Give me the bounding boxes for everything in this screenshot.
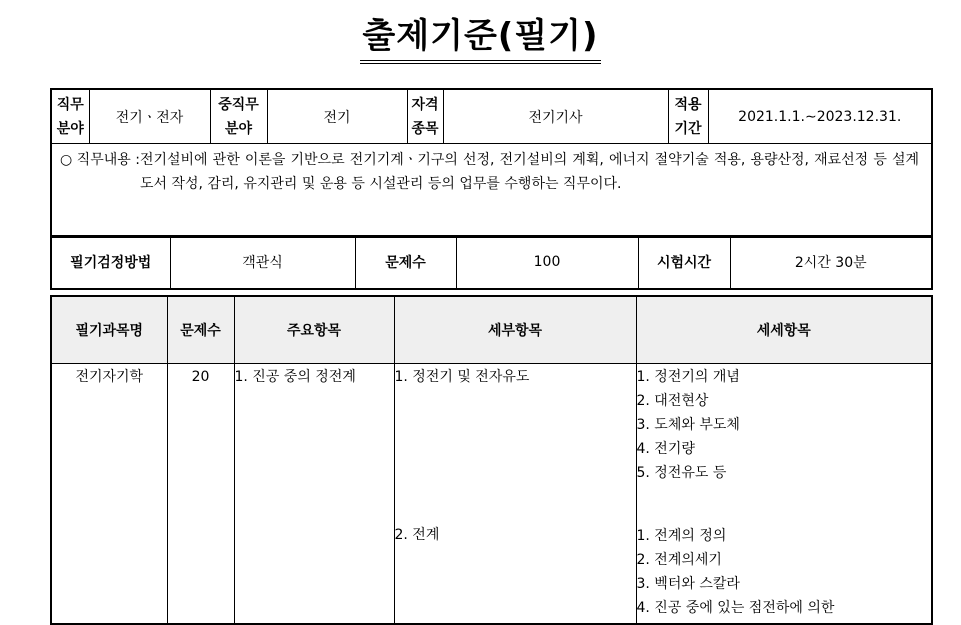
header-count: 문제수 [167,296,234,364]
period-value: 2021.1.1.∼2023.12.31. [708,89,932,144]
sub-job-field-value: 전기 [267,89,407,144]
job-field-value: 전기ㆍ전자 [89,89,210,144]
detail-item: 1. 전계의 정의 [636,528,727,544]
exam-time-label: 시험시간 [638,236,730,289]
detail-item: 5. 정전유도 등 [636,465,727,481]
header-subject: 필기과목명 [51,296,167,364]
job-description-text: 전기설비에 관한 이론을 기반으로 전기기계ㆍ기구의 선정, 전기설비의 계획, 에너지 절약기술 적용, 용량산정, 재료선정 등 설계도서 작성, 감리, 유지관리 및 운용 등 시설관리 등의 업무를 수행하는 직무이다. [139,152,919,192]
job-description [51,144,932,238]
detail-items [636,364,932,625]
method-label: 필기검정방법 [51,236,170,289]
question-count-value: 100 [456,236,638,289]
question-count-label: 문제수 [355,236,456,289]
detail-item: 2. 전계의세기 [636,552,722,568]
header-detail-item: 세세항목 [636,296,932,364]
page-title: 출제기준(필기) [0,14,961,64]
subject-table [50,295,933,625]
sub-item: 1. 정전기 및 전자유도 [394,369,530,385]
detail-item: 3. 도체와 부도체 [636,417,740,433]
period-label: 적용 기간 [668,89,708,144]
job-field-label: 직무 분야 [51,89,89,144]
exam-info-table [50,88,933,238]
method-value: 객관식 [170,236,355,289]
qualification-label: 자격 종목 [407,89,443,144]
sub-job-field-label: 중직무 분야 [210,89,267,144]
detail-item: 4. 진공 중에 있는 점전하에 의한 [636,600,835,616]
sub-items [394,364,636,625]
detail-item: 1. 정전기의 개념 [636,369,740,385]
main-item: 1. 진공 중의 정전계 [234,364,394,625]
sub-item: 2. 전계 [394,527,440,543]
job-description-label: ○ 직무내용 : [60,152,140,168]
qualification-value: 전기기사 [443,89,668,144]
detail-item: 2. 대전현상 [636,393,709,409]
exam-time-value: 2시간 30분 [730,236,932,289]
exam-method-table [50,235,933,290]
subject-count: 20 [167,364,234,625]
detail-item: 3. 벡터와 스칼라 [636,576,740,592]
subject-name: 전기자기학 [51,364,167,625]
header-sub-item: 세부항목 [394,296,636,364]
header-main-item: 주요항목 [234,296,394,364]
detail-item: 4. 전기량 [636,441,695,457]
